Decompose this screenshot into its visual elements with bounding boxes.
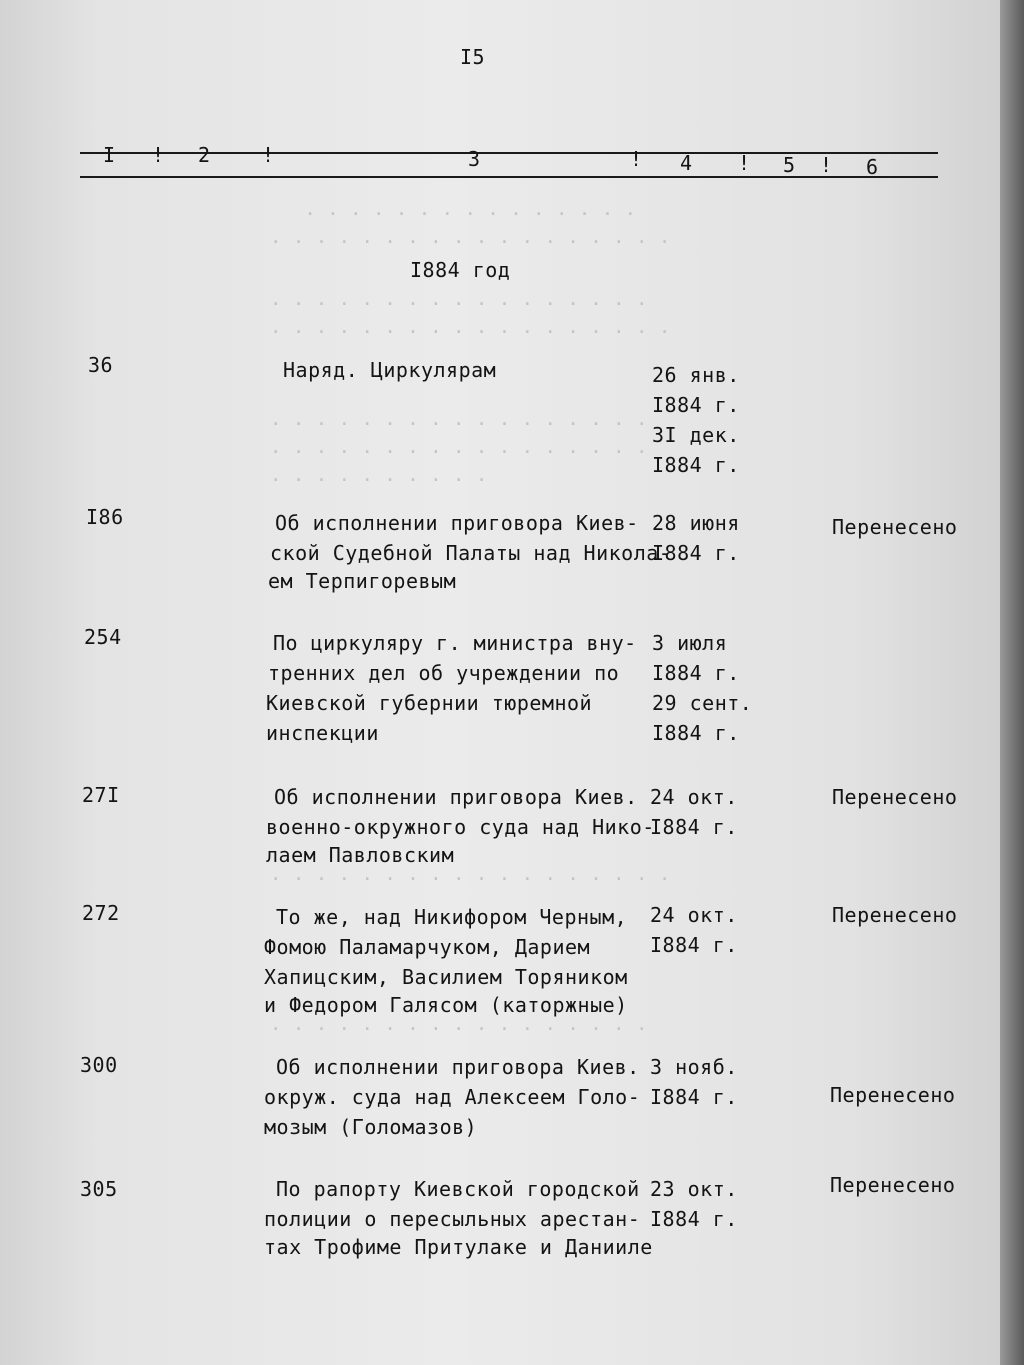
- entry-date-line: 28 июня: [652, 511, 740, 535]
- entry-date-line: 26 янв.: [652, 363, 740, 387]
- column-separator: !: [738, 151, 751, 175]
- entry-date-line: I884 г.: [652, 721, 740, 745]
- column-separator: !: [152, 143, 165, 167]
- bleed-through: · · · · · · · · · · · · · · · · ·: [270, 1018, 648, 1040]
- entry-note: Перенесено: [830, 1083, 956, 1107]
- entry-number: 36: [88, 353, 114, 377]
- entry-title-line: Об исполнении приговора Киев.: [276, 1055, 640, 1079]
- entry-number: 27I: [82, 783, 120, 807]
- bleed-through: · · · · · · · · · · · · · · · · · · · · · · · · · · · · · · · · · · · · · · · · · · · ·: [270, 413, 648, 491]
- entry-date-line: I884 г.: [652, 393, 740, 417]
- bleed-through: · · · · · · · · · · · · · · · · · ·: [270, 868, 671, 890]
- entry-note: Перенесено: [832, 785, 958, 809]
- column-header-6: 6: [866, 155, 879, 179]
- column-header-1: I: [103, 143, 116, 167]
- column-separator: !: [820, 153, 833, 177]
- column-header-3: 3: [468, 147, 481, 171]
- entry-title-line: Об исполнении приговора Киев-: [275, 511, 639, 535]
- entry-date-line: 23 окт.: [650, 1177, 738, 1201]
- entry-number: 272: [82, 901, 120, 925]
- entry-title-line: окруж. суда над Алексеем Голо-: [264, 1085, 641, 1109]
- entry-title-line: инспекции: [266, 721, 379, 745]
- entry-title-line: и Федором Галясом (каторжные): [264, 993, 628, 1017]
- bleed-through: · · · · · · · · · · · · · · · · · · · · · · · · · · · · · · · · ·: [270, 203, 671, 253]
- entry-date-line: I884 г.: [652, 661, 740, 685]
- entry-title-line: По циркуляру г. министра вну-: [273, 631, 637, 655]
- page-number: I5: [460, 45, 486, 69]
- entry-number: 300: [80, 1053, 118, 1077]
- entry-title-line: Киевской губернии тюремной: [266, 691, 593, 715]
- entry-title-line: лаем Павловским: [266, 843, 455, 867]
- page-edge: [1000, 0, 1024, 1365]
- entry-date-line: I884 г.: [650, 815, 738, 839]
- entry-number: 254: [84, 625, 122, 649]
- entry-title-line: тах Трофиме Притулаке и Данииле: [264, 1235, 653, 1259]
- entry-title-line: ской Судебной Палаты над Никола-: [270, 541, 672, 565]
- column-separator: !: [262, 143, 275, 167]
- entry-title-line: ем Терпигоревым: [268, 569, 457, 593]
- entry-date-line: I884 г.: [650, 933, 738, 957]
- year-heading: I884 год: [410, 258, 511, 282]
- header-rule-bottom: [80, 176, 938, 178]
- entry-title-line: военно-окружного суда над Нико-: [266, 815, 655, 839]
- entry-title-line: По рапорту Киевской городской: [276, 1177, 640, 1201]
- entry-note: Перенесено: [832, 903, 958, 927]
- entry-date-line: 3 нояб.: [650, 1055, 738, 1079]
- column-separator: !: [630, 147, 643, 171]
- entry-date-line: 29 сент.: [652, 691, 753, 715]
- entry-date-line: I884 г.: [650, 1085, 738, 1109]
- column-header-2: 2: [198, 143, 211, 167]
- entry-title-line: Хапицским, Василием Торяником: [264, 965, 628, 989]
- entry-date-line: I884 г.: [650, 1207, 738, 1231]
- entry-date-line: 24 окт.: [650, 785, 738, 809]
- entry-date-line: I884 г.: [652, 453, 740, 477]
- entry-title-line: Наряд. Циркулярам: [283, 358, 497, 382]
- entry-number: 305: [80, 1177, 118, 1201]
- entry-title-line: Фомою Паламарчуком, Дарием: [264, 935, 591, 959]
- column-header-4: 4: [680, 151, 693, 175]
- entry-date-line: 3 июля: [652, 631, 728, 655]
- entry-title-line: Об исполнении приговора Киев.: [274, 785, 638, 809]
- entry-title-line: полиции о пересыльных арестан-: [264, 1207, 641, 1231]
- column-header-5: 5: [783, 153, 796, 177]
- entry-note: Перенесено: [830, 1173, 956, 1197]
- entry-note: Перенесено: [832, 515, 958, 539]
- entry-title-line: тренних дел об учреждении по: [268, 661, 620, 685]
- entry-title-line: То же, над Никифором Черным,: [276, 905, 628, 929]
- entry-date-line: I884 г.: [652, 541, 740, 565]
- entry-title-line: мозым (Голомазов): [264, 1115, 478, 1139]
- bleed-through: · · · · · · · · · · · · · · · · · · · · · · · · · · · · · · · · · · ·: [270, 293, 671, 343]
- entry-number: I86: [86, 505, 124, 529]
- entry-date-line: 24 окт.: [650, 903, 738, 927]
- entry-date-line: 3I дек.: [652, 423, 740, 447]
